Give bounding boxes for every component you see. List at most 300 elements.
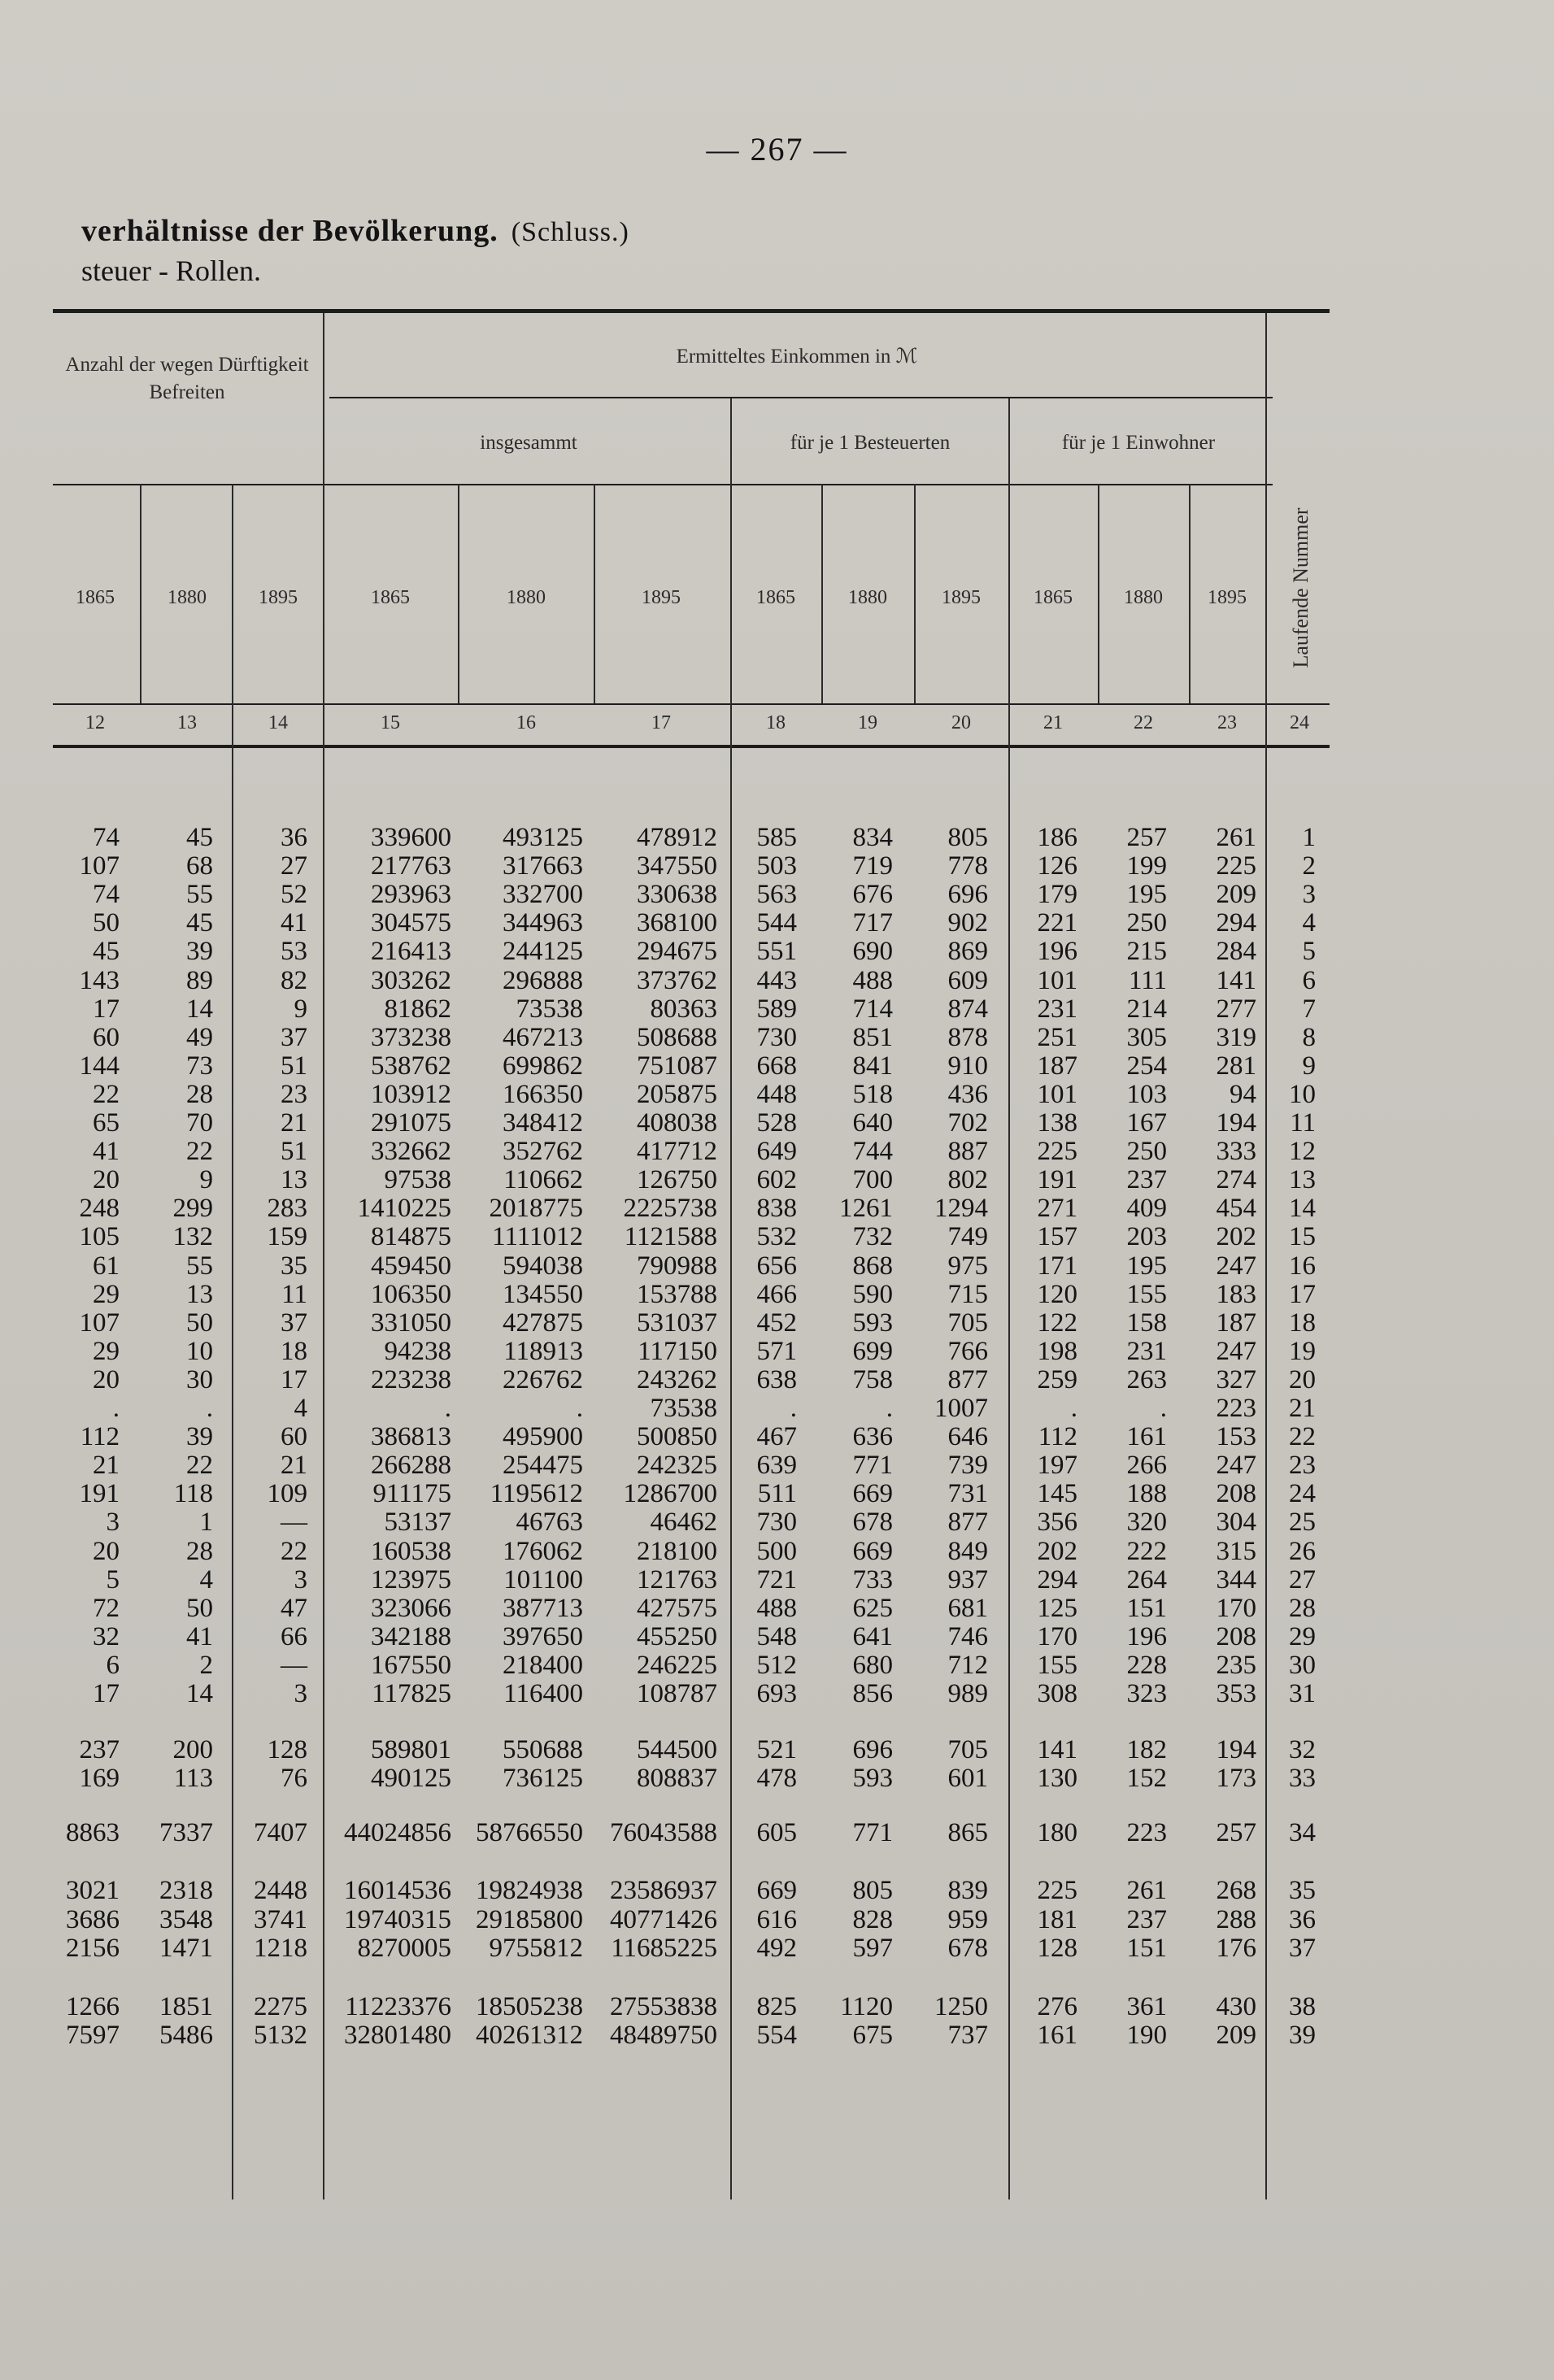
table-cell: 200 [172,1735,213,1765]
table-cell: 170 [1037,1621,1077,1651]
table-cell: 1 [199,1508,213,1538]
table-cell: 14 [186,994,213,1024]
table-cell: 138 [1037,1108,1077,1138]
table-cell: 805 [947,823,988,852]
table-cell: 101 [1037,965,1077,995]
table-row [0,1166,1554,1194]
table-cell: 18505238 [476,1991,583,2021]
table-cell: 500 [756,1536,797,1566]
table-cell: 191 [1037,1165,1077,1195]
year-header: 1865 [756,587,795,608]
table-title [81,213,629,249]
table-cell: 196 [1037,937,1077,967]
table-cell: 11 [1290,1108,1316,1138]
table-cell: 344 [1216,1564,1256,1595]
table-cell: 246225 [637,1650,717,1680]
table-cell: 180 [1037,1818,1077,1848]
table-cell: 117150 [638,1336,717,1366]
table-cell: 315 [1216,1536,1256,1566]
header-je-besteuerten: für je 1 Besteuerten [790,432,951,454]
table-cell: 5 [1302,937,1316,967]
table-cell: 208 [1216,1479,1256,1509]
table-cell: 1111012 [492,1222,583,1252]
table-cell: 361 [1126,1991,1167,2021]
table-cell: 700 [852,1165,893,1195]
table-cell: 36 [1289,1904,1316,1934]
header-insgesammt: insgesammt [480,432,577,454]
col-divider [594,484,595,703]
table-cell: 121763 [637,1564,717,1595]
table-cell: 291075 [371,1108,451,1138]
table-cell: 217763 [371,851,451,881]
table-cell: 264 [1126,1564,1167,1595]
table-cell: 257 [1126,823,1167,852]
table-cell: 247 [1216,1336,1256,1366]
table-cell: 23 [1289,1451,1316,1481]
column-number: 21 [1043,712,1063,733]
table-cell: 45 [186,908,213,938]
table-row [0,1338,1554,1365]
table-cell: 118913 [503,1336,583,1366]
table-cell: 6 [106,1650,120,1680]
table-cell: 299 [172,1194,213,1224]
table-cell: 159 [267,1222,307,1252]
table-cell: 1410225 [357,1194,451,1224]
table-cell: 975 [947,1251,988,1281]
table-row [0,824,1554,851]
table-cell: 107 [79,851,120,881]
table-cell: 589801 [371,1735,451,1765]
table-cell: 41 [281,908,307,938]
table-cell: 294 [1037,1564,1077,1595]
table-cell: 6 [1302,965,1316,995]
table-cell: 155 [1037,1650,1077,1680]
table-cell: 27 [281,851,307,881]
table-row [0,1138,1554,1165]
table-cell: 12 [1289,1137,1316,1167]
table-cell: 111 [1128,965,1167,995]
table-cell: 118 [173,1479,213,1509]
col-divider [821,484,823,703]
table-cell: 344963 [503,908,583,938]
table-cell: 50 [93,908,120,938]
table-row [0,1595,1554,1622]
table-cell: 80363 [650,994,717,1024]
table-cell: 839 [947,1876,988,1906]
table-cell: 1007 [934,1394,988,1423]
table-cell: 7337 [159,1818,213,1848]
column-number: 13 [177,712,197,733]
table-cell: 48489750 [610,2020,717,2050]
table-cell: 353 [1216,1679,1256,1708]
table-cell: 15 [1289,1222,1316,1252]
table-cell: 58766550 [476,1818,583,1848]
table-cell: 8 [1302,1022,1316,1052]
table-cell: 680 [852,1650,893,1680]
year-header: 1895 [259,587,298,608]
table-cell: 744 [852,1137,893,1167]
table-cell: 454 [1216,1194,1256,1224]
table-cell: 330638 [637,880,717,910]
table-cell: 605 [756,1818,797,1848]
table-cell: 478 [756,1764,797,1794]
table-cell: 638 [756,1364,797,1394]
table-cell: 851 [852,1022,893,1052]
table-cell: 602 [756,1165,797,1195]
table-cell: 10 [186,1336,213,1366]
table-cell: 22 [93,1079,120,1109]
table-cell: 2156 [66,1933,120,1963]
column-number: 17 [651,712,671,733]
table-cell: 585 [756,823,797,852]
table-cell: 18 [1289,1307,1316,1338]
column-number: 15 [381,712,400,733]
table-row [0,1764,1554,1792]
table-cell: 266 [1126,1451,1167,1481]
column-number: 16 [516,712,536,733]
table-cell: 106350 [371,1279,451,1309]
table-cell: 194 [1216,1108,1256,1138]
year-header: 1880 [1124,587,1163,608]
table-cell: 8270005 [357,1933,451,1963]
table-cell: 427875 [503,1307,583,1338]
table-cell: 455250 [637,1621,717,1651]
table-cell: 749 [947,1222,988,1252]
table-cell: 53 [281,937,307,967]
table-cell: 865 [947,1818,988,1848]
table-cell: 191 [79,1479,120,1509]
table-cell: 342188 [371,1621,451,1651]
table-cell: 646 [947,1422,988,1452]
table-cell: 1218 [254,1933,307,1963]
table-cell: 409 [1126,1194,1167,1224]
table-cell: 237 [1126,1904,1167,1934]
table-cell: 828 [852,1904,893,1934]
table-cell: 758 [852,1364,893,1394]
table-cell: 250 [1126,908,1167,938]
table-cell: 347550 [637,851,717,881]
table-cell: 29 [93,1336,120,1366]
table-cell: 594038 [503,1251,583,1281]
table-cell: 161 [1126,1422,1167,1452]
table-cell: 74 [93,823,120,852]
table-cell: 187 [1037,1051,1077,1081]
table-cell: 277 [1216,994,1256,1024]
table-cell: 132 [172,1222,213,1252]
table-cell: 790988 [637,1251,717,1281]
table-cell: 3 [106,1508,120,1538]
title-note: (Schluss.) [511,217,629,247]
table-cell: 459450 [371,1251,451,1281]
table-cell: 51 [281,1051,307,1081]
table-row [0,1819,1554,1847]
table-row [0,1651,1554,1679]
table-cell: 699862 [503,1051,583,1081]
year-header: 1880 [848,587,887,608]
table-cell: 199 [1126,851,1167,881]
year-header: 1895 [1208,587,1247,608]
header-je-einwohner: für je 1 Einwohner [1061,432,1216,454]
table-cell: 169 [79,1764,120,1794]
table-cell: 849 [947,1536,988,1566]
table-cell: 13 [281,1165,307,1195]
table-cell: 1851 [159,1991,213,2021]
table-cell: 356 [1037,1508,1077,1538]
column-number: 18 [766,712,786,733]
table-cell: 2318 [159,1876,213,1906]
table-cell: 2018775 [489,1194,583,1224]
table-cell: 7597 [66,2020,120,2050]
table-cell: 170 [1216,1593,1256,1623]
table-cell: 17 [93,994,120,1024]
table-cell: 160538 [371,1536,451,1566]
table-cell: 39 [1289,2020,1316,2050]
table-cell: 500850 [637,1422,717,1452]
table-cell: 551 [756,937,797,967]
table-cell: 235 [1216,1650,1256,1680]
table-cell: 247 [1216,1451,1256,1481]
table-cell: 9 [199,1165,213,1195]
table-cell: 538762 [371,1051,451,1081]
table-cell: 467213 [503,1022,583,1052]
year-header: 1880 [507,587,546,608]
table-cell: 29185800 [476,1904,583,1934]
col-divider [140,484,141,703]
year-header: 1865 [371,587,410,608]
table-cell: 1250 [934,1991,988,2021]
table-cell: 571 [756,1336,797,1366]
table-cell: 739 [947,1451,988,1481]
table-cell: 112 [80,1422,120,1452]
table-cell: 715 [947,1279,988,1309]
table-cell: 21 [281,1451,307,1481]
table-cell: 554 [756,2020,797,2050]
table-cell: 19 [1289,1336,1316,1366]
table-cell: 14 [186,1679,213,1708]
table-cell: 153 [1216,1422,1256,1452]
table-cell: 778 [947,851,988,881]
table-cell: 293963 [371,880,451,910]
year-header: 1865 [76,587,115,608]
table-cell: 203 [1126,1222,1167,1252]
table-cell: 187 [1216,1307,1256,1338]
table-cell: 284 [1216,937,1256,967]
table-cell: 45 [93,937,120,967]
table-cell: 4 [294,1394,307,1423]
table-cell: 141 [1037,1735,1077,1765]
table-cell: 223 [1216,1394,1256,1423]
table-cell: 521 [756,1735,797,1765]
table-cell: 27 [1289,1564,1316,1595]
top-rule [53,309,1330,313]
table-cell: 641 [852,1621,893,1651]
table-cell: 276 [1037,1991,1077,2021]
table-cell: 2 [199,1650,213,1680]
table-cell: 223238 [371,1364,451,1394]
table-cell: . [886,1394,893,1423]
table-cell: 167550 [371,1650,451,1680]
table-cell: 696 [852,1735,893,1765]
table-cell: 17 [93,1679,120,1708]
year-header: 1895 [642,587,681,608]
year-header: 1895 [942,587,981,608]
page-number: — 267 — [706,131,848,168]
table-cell: 225 [1216,851,1256,881]
table-cell: 294 [1216,908,1256,938]
table-row [0,1877,1554,1904]
table-cell: 17 [281,1364,307,1394]
table-cell: 681 [947,1593,988,1623]
table-cell: 94238 [384,1336,451,1366]
header-laufende-nummer: Laufende Nummer [1289,507,1312,668]
table-cell: 373238 [371,1022,451,1052]
table-cell: 910 [947,1051,988,1081]
table-cell: 625 [852,1593,893,1623]
table-cell: 82 [281,965,307,995]
table-cell: 766 [947,1336,988,1366]
table-row [0,1252,1554,1280]
table-cell: 802 [947,1165,988,1195]
table-cell: 2 [1302,851,1316,881]
year-header: 1865 [1034,587,1073,608]
table-cell: 171 [1037,1251,1077,1281]
table-cell: 38 [1289,1991,1316,2021]
table-cell: 103912 [371,1079,451,1109]
table-cell: 512 [756,1650,797,1680]
table-row [0,1906,1554,1934]
table-cell: 693 [756,1679,797,1708]
table-cell: 214 [1126,994,1167,1024]
table-cell: 198 [1037,1336,1077,1366]
table-row [0,938,1554,965]
table-cell: 31 [1289,1679,1316,1708]
table-cell: 35 [1289,1876,1316,1906]
table-cell: 197 [1037,1451,1077,1481]
table-cell: 705 [947,1735,988,1765]
table-cell: 194 [1216,1735,1256,1765]
table-cell: 4 [199,1564,213,1595]
table-cell: 22 [186,1451,213,1481]
table-cell: 492 [756,1933,797,1963]
table-cell: 732 [852,1222,893,1252]
table-cell: 11685225 [611,1933,717,1963]
table-cell: 55 [186,1251,213,1281]
table-cell: 408038 [637,1108,717,1138]
table-cell: 339600 [371,823,451,852]
table-cell: 1 [1302,823,1316,852]
col-divider [1098,484,1099,703]
table-row [0,1993,1554,2021]
table-cell: 128 [267,1735,307,1765]
table-cell: 32 [93,1621,120,1651]
table-cell: 10 [1289,1079,1316,1109]
table-cell: 387713 [503,1593,583,1623]
table-cell: 669 [756,1876,797,1906]
table-cell: 130 [1037,1764,1077,1794]
table-cell: 636 [852,1422,893,1452]
table-cell: 427575 [637,1593,717,1623]
table-cell: 332700 [503,880,583,910]
table-cell: 467 [756,1422,797,1452]
table-cell: 183 [1216,1279,1256,1309]
table-row [0,1081,1554,1108]
table-cell: 294675 [637,937,717,967]
table-cell: 8863 [66,1818,120,1848]
table-cell: 68 [186,851,213,881]
table-cell: 877 [947,1364,988,1394]
table-cell: 771 [852,1451,893,1481]
table-cell: 202 [1037,1536,1077,1566]
table-cell: 368100 [637,908,717,938]
table-cell: 678 [852,1508,893,1538]
table-cell: 397650 [503,1621,583,1651]
table-cell: 563 [756,880,797,910]
table-cell: 52 [281,880,307,910]
table-cell: 254 [1126,1051,1167,1081]
table-cell: . [444,1394,451,1423]
table-cell: 308 [1037,1679,1077,1708]
table-cell: 640 [852,1108,893,1138]
table-cell: 283 [267,1194,307,1224]
table-cell: 46763 [516,1508,583,1538]
table-cell: 675 [852,2020,893,2050]
table-cell: 223 [1126,1818,1167,1848]
table-cell: 887 [947,1137,988,1167]
table-cell: 7407 [254,1818,307,1848]
table-cell: 16014536 [344,1876,451,1906]
table-row [0,1052,1554,1080]
table-cell: 152 [1126,1764,1167,1794]
table-cell: 27553838 [610,1991,717,2021]
table-cell: 22 [281,1536,307,1566]
table-cell: 1195612 [490,1479,583,1509]
table-cell: 868 [852,1251,893,1281]
table-cell: 20 [1289,1364,1316,1394]
table-cell: 21 [1289,1394,1316,1423]
table-cell: 237 [79,1735,120,1765]
table-cell: 60 [281,1422,307,1452]
rule-under-ermitteltes [329,397,1273,398]
table-cell: 386813 [371,1422,451,1452]
table-cell: 143 [79,965,120,995]
table-cell: 30 [186,1364,213,1394]
table-cell: 4 [1302,908,1316,938]
table-cell: 26 [1289,1536,1316,1566]
table-row [0,1736,1554,1764]
table-cell: 188 [1126,1479,1167,1509]
table-cell: 856 [852,1679,893,1708]
table-row [0,1281,1554,1308]
table-cell: 89 [186,965,213,995]
table-cell: 3021 [66,1876,120,1906]
table-cell: 179 [1037,880,1077,910]
table-cell: 141 [1216,965,1256,995]
table-cell: 911175 [372,1479,451,1509]
table-cell: 65 [93,1108,120,1138]
table-row [0,1423,1554,1451]
table-cell: 261 [1126,1876,1167,1906]
table-cell: 488 [756,1593,797,1623]
table-cell: 989 [947,1679,988,1708]
table-cell: 173 [1216,1764,1256,1794]
table-cell: 3 [294,1679,307,1708]
table-row [0,1194,1554,1222]
table-cell: 73538 [516,994,583,1024]
table-cell: 107 [79,1307,120,1338]
table-cell: 74 [93,880,120,910]
table-cell: 317663 [503,851,583,881]
table-cell: 548 [756,1621,797,1651]
